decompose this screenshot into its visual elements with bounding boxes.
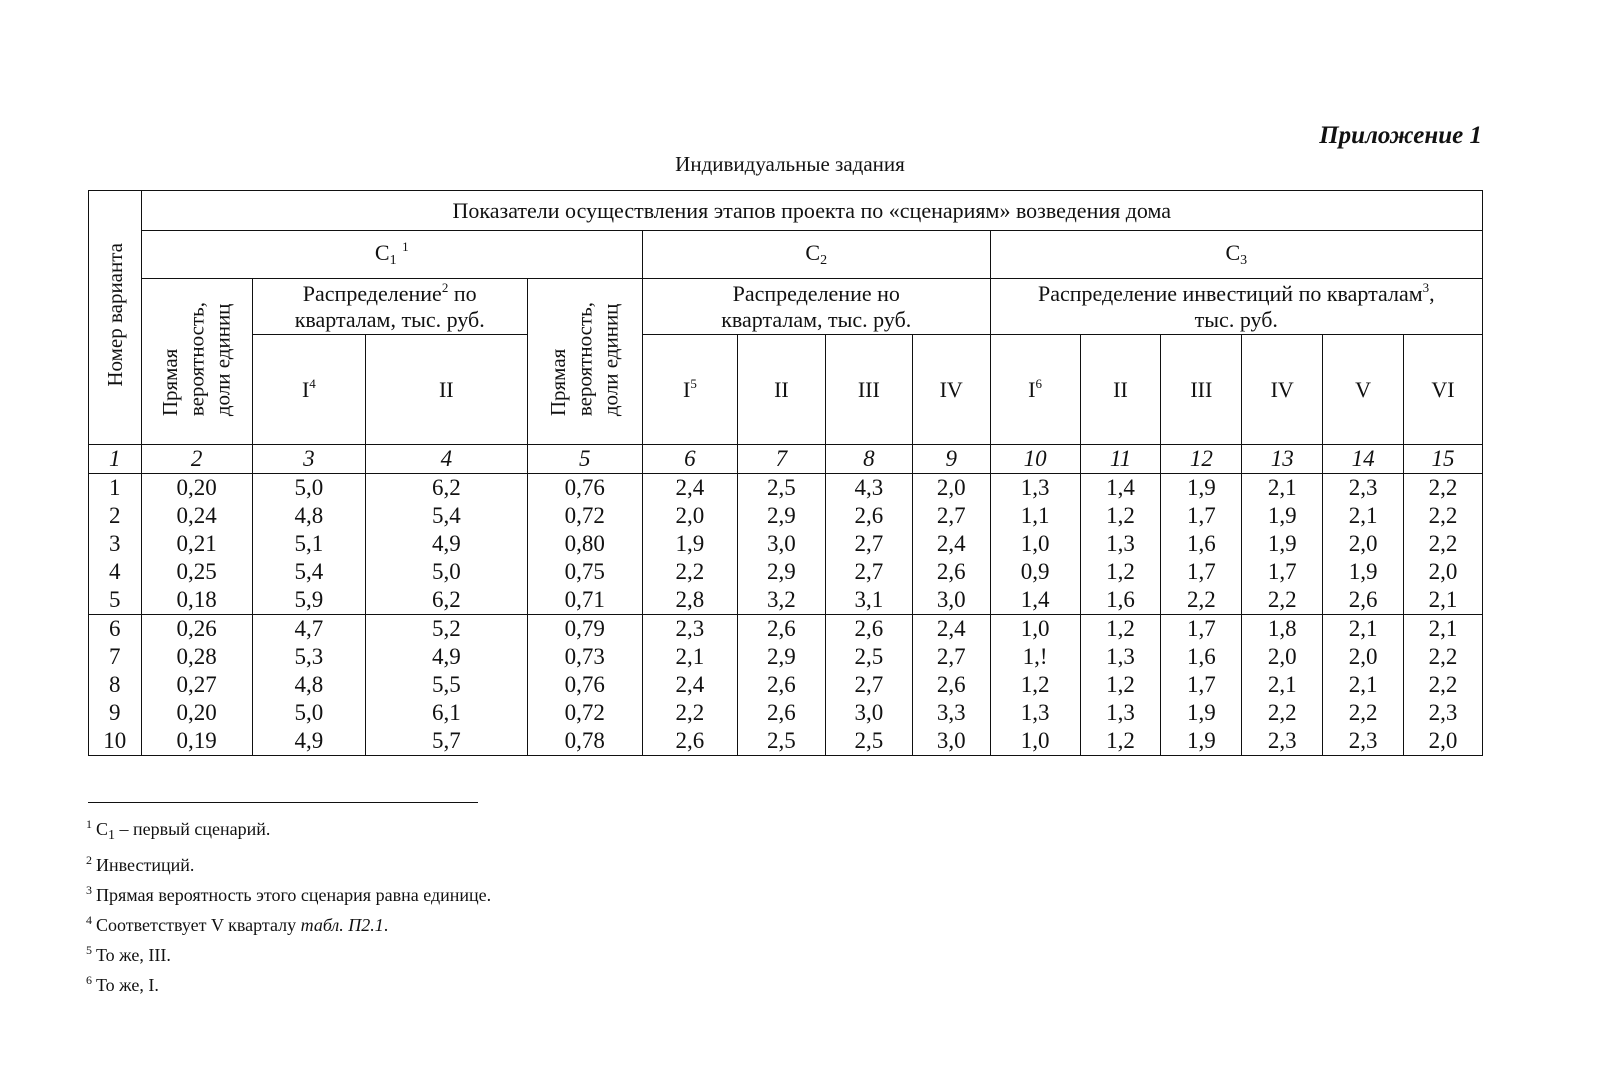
indicators-header: Показатели осуществления этапов проекта по «сценариям» возведения дома	[141, 191, 1482, 231]
value-cell: 2,8	[642, 586, 737, 615]
value-cell: 2,2	[1161, 586, 1242, 615]
footnotes	[86, 812, 491, 998]
variant-number-cell: 3	[89, 530, 142, 558]
value-cell: 2,6	[825, 502, 912, 530]
value-cell: 1,7	[1161, 558, 1242, 586]
value-cell: 1,7	[1161, 502, 1242, 530]
value-cell: 2,3	[1323, 727, 1404, 756]
value-cell: 2,1	[1323, 615, 1404, 644]
value-cell: 0,80	[527, 530, 642, 558]
value-cell: 2,0	[1404, 727, 1483, 756]
value-cell: 1,0	[990, 615, 1080, 644]
footnote-number: 2	[86, 853, 92, 867]
column-number: 4	[365, 445, 527, 474]
value-cell: 1,2	[1080, 671, 1161, 699]
value-cell: 1,8	[1242, 615, 1323, 644]
value-cell: 1,1	[990, 502, 1080, 530]
value-cell: 2,6	[737, 671, 825, 699]
value-cell: 4,8	[252, 671, 365, 699]
value-cell: 2,5	[737, 474, 825, 503]
value-cell: 0,25	[141, 558, 252, 586]
value-cell: 2,6	[642, 727, 737, 756]
footnote-text: .	[383, 915, 389, 935]
value-cell: 6,2	[365, 586, 527, 615]
footnote	[86, 812, 491, 848]
value-cell: 2,7	[825, 671, 912, 699]
value-cell: 2,3	[1404, 699, 1483, 727]
value-cell: 1,2	[1080, 727, 1161, 756]
value-cell: 2,6	[825, 615, 912, 644]
value-cell: 2,2	[1323, 699, 1404, 727]
value-cell: 1,3	[1080, 643, 1161, 671]
table-row	[89, 615, 1483, 644]
table-row	[89, 643, 1483, 671]
value-cell: 2,6	[1323, 586, 1404, 615]
value-cell: 2,2	[1242, 699, 1323, 727]
value-cell: 1,7	[1161, 671, 1242, 699]
value-cell: 1,9	[1323, 558, 1404, 586]
table-row	[89, 727, 1483, 756]
variant-number-cell: 8	[89, 671, 142, 699]
scenario-c3-header: $C_3$	[990, 231, 1482, 279]
scenario-c2-header: $C_2$	[642, 231, 990, 279]
value-cell: 2,6	[912, 558, 990, 586]
value-cell: 1,7	[1161, 615, 1242, 644]
column-number: 15	[1404, 445, 1483, 474]
value-cell: 1,3	[1080, 699, 1161, 727]
value-cell: 2,2	[1404, 671, 1483, 699]
value-cell: 6,1	[365, 699, 527, 727]
value-cell: 2,9	[737, 502, 825, 530]
value-cell: 0,24	[141, 502, 252, 530]
value-cell: 1,!	[990, 643, 1080, 671]
value-cell: 0,9	[990, 558, 1080, 586]
value-cell: 0,28	[141, 643, 252, 671]
document-title: Индивидуальные задания	[675, 152, 905, 176]
value-cell: 2,7	[912, 502, 990, 530]
value-cell: 5,4	[365, 502, 527, 530]
value-cell: 1,6	[1161, 643, 1242, 671]
column-number: 12	[1161, 445, 1242, 474]
value-cell: 2,2	[1404, 502, 1483, 530]
value-cell: 2,2	[1242, 586, 1323, 615]
value-cell: 0,76	[527, 671, 642, 699]
value-cell: 0,21	[141, 530, 252, 558]
value-cell: 2,0	[1404, 558, 1483, 586]
value-cell: 5,1	[252, 530, 365, 558]
quarter-header: II	[1080, 335, 1161, 445]
value-cell: 5,3	[252, 643, 365, 671]
table-row	[89, 530, 1483, 558]
value-cell: 0,26	[141, 615, 252, 644]
value-cell: 2,2	[642, 699, 737, 727]
variant-number-label: Номер варианта	[102, 243, 127, 387]
quarter-header: III	[1161, 335, 1242, 445]
value-cell: 1,6	[1080, 586, 1161, 615]
column-number: 2	[141, 445, 252, 474]
variant-number-cell: 10	[89, 727, 142, 756]
column-number: 9	[912, 445, 990, 474]
probability-label: Прямая вероятность, доли единиц	[546, 301, 623, 416]
c2-probability-header	[527, 279, 642, 445]
footnote-text: То же, I.	[96, 975, 159, 995]
table-row	[89, 586, 1483, 615]
value-cell: 2,6	[737, 699, 825, 727]
value-cell: 2,5	[737, 727, 825, 756]
value-cell: 2,3	[1242, 727, 1323, 756]
quarter-header: III	[825, 335, 912, 445]
value-cell: 2,4	[912, 530, 990, 558]
value-cell: 1,7	[1242, 558, 1323, 586]
value-cell: 4,3	[825, 474, 912, 503]
value-cell: 3,0	[825, 699, 912, 727]
value-cell: 2,5	[825, 643, 912, 671]
value-cell: 1,9	[1242, 530, 1323, 558]
c3-distribution-header: Распределение инвестиций по кварталам$^3$, тыс. руб.	[990, 279, 1482, 335]
footnote-text: C	[96, 819, 109, 839]
quarter-header: IV	[1242, 335, 1323, 445]
value-cell: 2,9	[737, 643, 825, 671]
column-number: 11	[1080, 445, 1161, 474]
value-cell: 0,73	[527, 643, 642, 671]
value-cell: 5,0	[252, 474, 365, 503]
column-number: 3	[252, 445, 365, 474]
value-cell: 2,1	[1323, 671, 1404, 699]
value-cell: 2,4	[912, 615, 990, 644]
footnote	[86, 938, 491, 968]
value-cell: 0,71	[527, 586, 642, 615]
value-cell: 0,75	[527, 558, 642, 586]
value-cell: 3,0	[737, 530, 825, 558]
table-row	[89, 502, 1483, 530]
value-cell: 5,7	[365, 727, 527, 756]
value-cell: 4,9	[365, 530, 527, 558]
value-cell: 2,3	[1323, 474, 1404, 503]
value-cell: 2,9	[737, 558, 825, 586]
variant-number-cell: 5	[89, 586, 142, 615]
footnote-text: Прямая вероятность этого сценария равна единице.	[96, 885, 492, 905]
footnote	[86, 878, 491, 908]
footnote-number: 6	[86, 973, 92, 987]
column-number: 14	[1323, 445, 1404, 474]
value-cell: 2,6	[912, 671, 990, 699]
value-cell: 5,4	[252, 558, 365, 586]
quarter-header: II	[737, 335, 825, 445]
variant-number-cell: 4	[89, 558, 142, 586]
value-cell: 1,6	[1161, 530, 1242, 558]
value-cell: 0,76	[527, 474, 642, 503]
value-cell: 1,9	[1242, 502, 1323, 530]
column-number: 13	[1242, 445, 1323, 474]
quarter-header: IV	[912, 335, 990, 445]
quarter-header: VI	[1404, 335, 1483, 445]
table-row	[89, 671, 1483, 699]
value-cell: 2,0	[912, 474, 990, 503]
value-cell: 0,72	[527, 699, 642, 727]
value-cell: 2,0	[642, 502, 737, 530]
variant-number-cell: 9	[89, 699, 142, 727]
value-cell: 1,0	[990, 530, 1080, 558]
value-cell: 1,2	[990, 671, 1080, 699]
value-cell: 1,4	[1080, 474, 1161, 503]
value-cell: 3,0	[912, 727, 990, 756]
value-cell: 4,7	[252, 615, 365, 644]
value-cell: 2,1	[1242, 474, 1323, 503]
value-cell: 5,0	[365, 558, 527, 586]
value-cell: 2,2	[1404, 530, 1483, 558]
value-cell: 1,9	[1161, 474, 1242, 503]
footnote-number: 5	[86, 943, 92, 957]
footnote-number: 3	[86, 883, 92, 897]
c1-probability-header	[141, 279, 252, 445]
value-cell: 2,0	[1323, 643, 1404, 671]
footnote-text: табл. П2.1	[300, 915, 384, 935]
variant-number-cell: 2	[89, 502, 142, 530]
footnote-number: 1	[86, 817, 92, 831]
value-cell: 1,9	[642, 530, 737, 558]
value-cell: 3,2	[737, 586, 825, 615]
value-cell: 2,4	[642, 474, 737, 503]
column-number-row	[89, 445, 1483, 474]
value-cell: 2,7	[825, 558, 912, 586]
value-cell: 0,79	[527, 615, 642, 644]
value-cell: 0,20	[141, 699, 252, 727]
value-cell: 2,7	[825, 530, 912, 558]
variant-number-header	[89, 191, 142, 445]
column-number: 7	[737, 445, 825, 474]
value-cell: 0,72	[527, 502, 642, 530]
value-cell: 4,9	[252, 727, 365, 756]
footnote-divider	[88, 802, 478, 803]
footnote-ref: 1	[402, 238, 409, 254]
value-cell: 2,2	[1404, 474, 1483, 503]
table-row	[89, 474, 1483, 503]
value-cell: 1,0	[990, 727, 1080, 756]
table-header	[89, 191, 1483, 474]
value-cell: 2,1	[1404, 615, 1483, 644]
column-number: 6	[642, 445, 737, 474]
footnote	[86, 908, 491, 938]
scenario-c1-header: $C_1$ $^1$	[141, 231, 642, 279]
value-cell: 1,2	[1080, 558, 1161, 586]
value-cell: 3,0	[912, 586, 990, 615]
value-cell: 1,9	[1161, 727, 1242, 756]
value-cell: 1,3	[990, 474, 1080, 503]
footnote	[86, 848, 491, 878]
value-cell: 2,1	[1404, 586, 1483, 615]
value-cell: 2,0	[1323, 530, 1404, 558]
probability-label: Прямая вероятность, доли единиц	[158, 301, 235, 416]
column-number: 8	[825, 445, 912, 474]
value-cell: 4,9	[365, 643, 527, 671]
quarter-header: $I^4$	[252, 335, 365, 445]
value-cell: 1,2	[1080, 615, 1161, 644]
footnote-text: 1	[108, 828, 116, 843]
value-cell: 2,0	[1242, 643, 1323, 671]
quarter-header: $I^6$	[990, 335, 1080, 445]
value-cell: 5,0	[252, 699, 365, 727]
quarter-header: $I^5$	[642, 335, 737, 445]
footnote	[86, 968, 491, 998]
appendix-label: Приложение 1	[1319, 122, 1482, 149]
value-cell: 0,27	[141, 671, 252, 699]
assignments-table	[88, 190, 1483, 756]
column-number: 5	[527, 445, 642, 474]
table-row	[89, 558, 1483, 586]
c2-distribution-header: Распределение но кварталам, тыс. руб.	[642, 279, 990, 335]
value-cell: 2,1	[1242, 671, 1323, 699]
value-cell: 2,7	[912, 643, 990, 671]
footnote-text: Инвестиций.	[96, 855, 195, 875]
value-cell: 5,2	[365, 615, 527, 644]
table-row	[89, 699, 1483, 727]
quarter-header: V	[1323, 335, 1404, 445]
value-cell: 2,3	[642, 615, 737, 644]
value-cell: 3,1	[825, 586, 912, 615]
value-cell: 4,8	[252, 502, 365, 530]
value-cell: 2,5	[825, 727, 912, 756]
c1-distribution-header: Распределение$^2$ по кварталам, тыс. руб.	[252, 279, 527, 335]
value-cell: 5,9	[252, 586, 365, 615]
quarter-header: II	[365, 335, 527, 445]
variant-number-cell: 1	[89, 474, 142, 503]
value-cell: 2,2	[1404, 643, 1483, 671]
footnote-text: – первый сценарий.	[115, 819, 271, 839]
value-cell: 1,3	[1080, 530, 1161, 558]
column-number: 1	[89, 445, 142, 474]
value-cell: 2,6	[737, 615, 825, 644]
footnote-text: То же, III.	[96, 945, 171, 965]
variant-number-cell: 6	[89, 615, 142, 644]
variant-number-cell: 7	[89, 643, 142, 671]
value-cell: 1,9	[1161, 699, 1242, 727]
footnote-text: Соответствует V кварталу	[96, 915, 301, 935]
value-cell: 6,2	[365, 474, 527, 503]
value-cell: 1,2	[1080, 502, 1161, 530]
table-body	[89, 474, 1483, 756]
column-number: 10	[990, 445, 1080, 474]
value-cell: 2,2	[642, 558, 737, 586]
value-cell: 3,3	[912, 699, 990, 727]
value-cell: 1,3	[990, 699, 1080, 727]
value-cell: 0,20	[141, 474, 252, 503]
value-cell: 2,1	[642, 643, 737, 671]
value-cell: 0,19	[141, 727, 252, 756]
value-cell: 0,78	[527, 727, 642, 756]
value-cell: 5,5	[365, 671, 527, 699]
value-cell: 2,4	[642, 671, 737, 699]
value-cell: 2,1	[1323, 502, 1404, 530]
value-cell: 0,18	[141, 586, 252, 615]
value-cell: 1,4	[990, 586, 1080, 615]
footnote-number: 4	[86, 913, 92, 927]
